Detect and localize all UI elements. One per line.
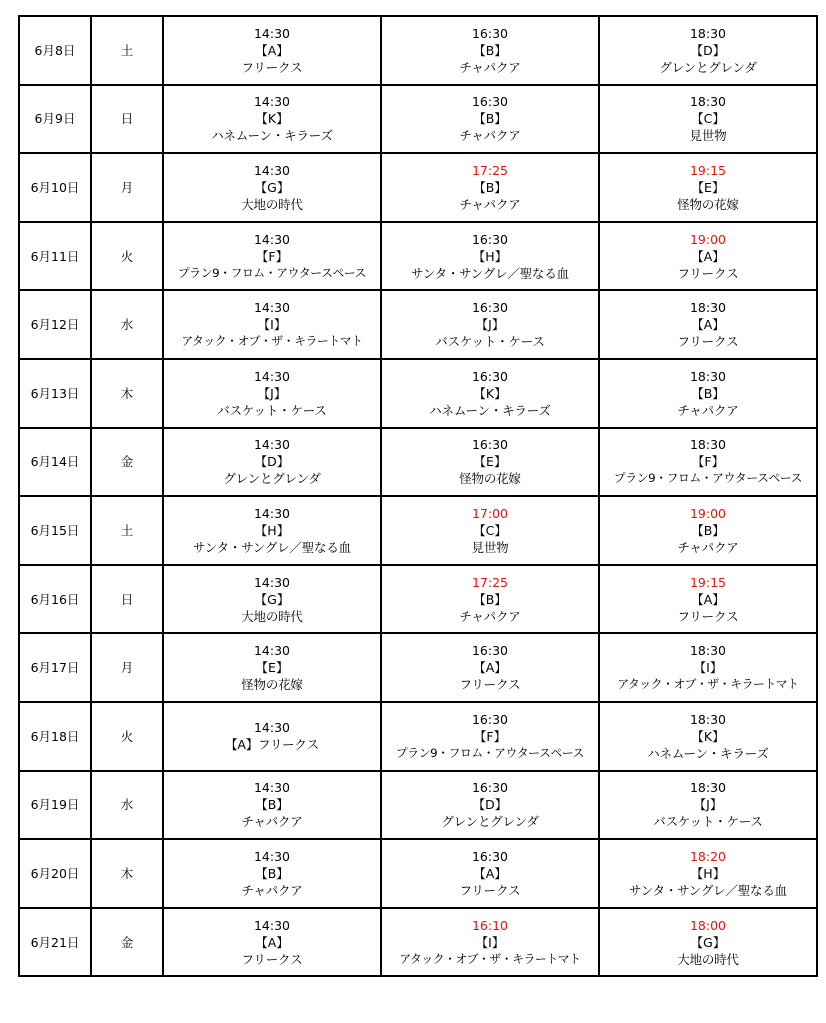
screening-cell (599, 290, 817, 359)
film-code: 【J】 (475, 317, 505, 333)
screening-cell (163, 428, 381, 497)
screening-time: 19:00 (689, 505, 727, 521)
date-cell: 6月19日 (19, 771, 91, 840)
film-code: 【A】 (691, 591, 725, 607)
film-code: 【H】 (690, 865, 726, 881)
film-code: 【I】 (693, 660, 723, 676)
film-code: 【J】 (257, 385, 287, 401)
screening-time: 14:30 (253, 231, 291, 247)
weekday-cell: 日 (91, 85, 163, 154)
film-title: グレンとグレンダ (223, 471, 321, 487)
date-cell: 6月15日 (19, 496, 91, 565)
screening-time: 16:30 (471, 711, 509, 727)
film-title: フリークス (241, 59, 303, 75)
film-title: チャパクア (459, 196, 521, 212)
screening-cell (381, 702, 599, 771)
date-cell: 6月20日 (19, 839, 91, 908)
weekday-cell: 火 (91, 702, 163, 771)
film-code: 【A】 (255, 42, 289, 58)
film-title: チャパクア (241, 882, 303, 898)
screening-time: 14:30 (253, 25, 291, 41)
film-title: 見世物 (689, 128, 727, 144)
screening-time: 16:30 (471, 368, 509, 384)
film-title: チャパクア (241, 814, 303, 830)
screening-time: 18:30 (689, 368, 727, 384)
screening-cell (381, 496, 599, 565)
film-title: サンタ・サングレ／聖なる血 (411, 265, 569, 281)
film-code: 【F】 (473, 728, 507, 744)
weekday-cell: 土 (91, 16, 163, 85)
film-title: バスケット・ケース (217, 402, 327, 418)
date-cell: 6月13日 (19, 359, 91, 428)
film-code: 【G】 (254, 591, 290, 607)
screening-time: 18:30 (689, 643, 727, 659)
film-title: フリークス (459, 677, 521, 693)
screening-time: 18:30 (689, 25, 727, 41)
screening-time: 18:30 (689, 437, 727, 453)
screening-cell (163, 633, 381, 702)
screening-time: 16:30 (471, 231, 509, 247)
schedule-row (19, 290, 817, 359)
film-title: チャパクア (459, 59, 521, 75)
screening-cell (381, 428, 599, 497)
screening-time: 18:30 (689, 300, 727, 316)
screening-cell (599, 565, 817, 634)
screening-cell (163, 908, 381, 977)
schedule-row (19, 702, 817, 771)
date-cell: 6月18日 (19, 702, 91, 771)
schedule-row (19, 496, 817, 565)
weekday-cell: 月 (91, 633, 163, 702)
screening-cell (599, 702, 817, 771)
film-code: 【A】 (473, 660, 507, 676)
screening-cell (381, 359, 599, 428)
screening-time: 14:30 (253, 780, 291, 796)
screening-time: 16:30 (471, 94, 509, 110)
film-code: 【I】 (257, 317, 287, 333)
weekday-cell: 月 (91, 153, 163, 222)
film-title: 見世物 (471, 539, 509, 555)
film-code: 【G】 (690, 934, 726, 950)
film-title: グレンとグレンダ (659, 59, 757, 75)
film-title: フリークス (241, 951, 303, 967)
screening-cell (599, 428, 817, 497)
film-title: ハネムーン・キラーズ (211, 128, 333, 144)
date-cell: 6月17日 (19, 633, 91, 702)
screening-time: 14:30 (253, 94, 291, 110)
film-code: 【B】 (473, 42, 507, 58)
screening-cell (599, 85, 817, 154)
schedule-row (19, 908, 817, 977)
film-code: 【D】 (472, 797, 508, 813)
schedule-row (19, 16, 817, 85)
film-code: 【E】 (255, 660, 289, 676)
weekday-cell: 木 (91, 839, 163, 908)
film-code: 【G】 (254, 179, 290, 195)
screening-cell (381, 85, 599, 154)
schedule-row (19, 565, 817, 634)
date-cell: 6月10日 (19, 153, 91, 222)
film-title: サンタ・サングレ／聖なる血 (629, 882, 787, 898)
screening-cell (599, 771, 817, 840)
screening-cell (163, 839, 381, 908)
screening-cell (163, 565, 381, 634)
screening-time: 14:30 (253, 917, 291, 933)
film-code: 【D】 (690, 42, 726, 58)
screening-cell (381, 839, 599, 908)
screening-time: 14:30 (253, 368, 291, 384)
screening-time: 17:25 (471, 162, 509, 178)
film-title: プラン9・フロム・アウタースペース (613, 471, 803, 486)
film-code: 【B】 (255, 797, 289, 813)
film-title: チャパクア (677, 402, 739, 418)
screening-cell (381, 771, 599, 840)
screening-cell (599, 496, 817, 565)
film-title: 怪物の花嫁 (459, 471, 521, 487)
film-code: 【D】 (254, 454, 290, 470)
screening-time: 14:30 (253, 505, 291, 521)
film-title: バスケット・ケース (435, 334, 545, 350)
film-title: フリークス (677, 608, 739, 624)
weekday-cell: 火 (91, 222, 163, 291)
screening-cell (599, 359, 817, 428)
schedule-row (19, 839, 817, 908)
screening-cell (163, 702, 381, 771)
film-title: 怪物の花嫁 (677, 196, 739, 212)
date-cell: 6月8日 (19, 16, 91, 85)
screening-time: 16:10 (471, 917, 509, 933)
screening-time: 18:00 (689, 917, 727, 933)
schedule-row (19, 428, 817, 497)
film-title: フリークス (459, 882, 521, 898)
screening-time: 18:30 (689, 94, 727, 110)
film-title: 大地の時代 (677, 951, 739, 967)
screening-cell (599, 16, 817, 85)
film-title: プラン9・フロム・アウタースペース (177, 265, 367, 280)
film-title: フリークス (677, 265, 739, 281)
film-title: グレンとグレンダ (441, 814, 539, 830)
film-code: 【B】 (691, 522, 725, 538)
schedule-row (19, 85, 817, 154)
film-code: 【E】 (473, 454, 507, 470)
schedule-row (19, 771, 817, 840)
weekday-cell: 土 (91, 496, 163, 565)
screening-cell (163, 153, 381, 222)
film-title: 【A】フリークス (225, 737, 319, 753)
screening-time: 18:30 (689, 711, 727, 727)
date-cell: 6月16日 (19, 565, 91, 634)
screening-time: 17:00 (471, 505, 509, 521)
screening-time: 16:30 (471, 643, 509, 659)
film-title: 大地の時代 (241, 196, 303, 212)
film-code: 【A】 (691, 248, 725, 264)
film-code: 【E】 (691, 179, 725, 195)
film-code: 【B】 (473, 111, 507, 127)
film-code: 【C】 (691, 111, 725, 127)
film-code: 【B】 (691, 385, 725, 401)
screening-time: 14:30 (253, 437, 291, 453)
screening-cell (381, 16, 599, 85)
film-title: 怪物の花嫁 (241, 677, 303, 693)
screening-time: 18:20 (689, 848, 727, 864)
weekday-cell: 水 (91, 771, 163, 840)
screening-schedule-table (18, 15, 818, 977)
schedule-row (19, 222, 817, 291)
screening-time: 14:30 (253, 300, 291, 316)
film-title: アタック・オブ・ザ・キラートマト (399, 951, 581, 966)
screening-time: 14:30 (253, 574, 291, 590)
screening-time: 16:30 (471, 780, 509, 796)
screening-cell (381, 222, 599, 291)
date-cell: 6月14日 (19, 428, 91, 497)
screening-time: 14:30 (253, 162, 291, 178)
screening-cell (163, 222, 381, 291)
film-title: ハネムーン・キラーズ (647, 745, 769, 761)
film-title: プラン9・フロム・アウタースペース (395, 745, 585, 760)
film-title: チャパクア (459, 608, 521, 624)
screening-cell (599, 222, 817, 291)
film-code: 【H】 (472, 248, 508, 264)
film-code: 【A】 (691, 317, 725, 333)
screening-cell (599, 153, 817, 222)
screening-cell (599, 839, 817, 908)
film-title: バスケット・ケース (653, 814, 763, 830)
screening-time: 14:30 (253, 643, 291, 659)
film-code: 【F】 (255, 248, 289, 264)
screening-time: 19:15 (689, 162, 727, 178)
screening-time: 17:25 (471, 574, 509, 590)
screening-cell (163, 16, 381, 85)
weekday-cell: 木 (91, 359, 163, 428)
screening-cell (599, 633, 817, 702)
screening-cell (381, 633, 599, 702)
screening-cell (163, 290, 381, 359)
screening-time: 18:30 (689, 780, 727, 796)
schedule-row (19, 153, 817, 222)
screening-time: 16:30 (471, 25, 509, 41)
film-code: 【K】 (473, 385, 507, 401)
screening-time: 14:30 (253, 848, 291, 864)
schedule-row (19, 359, 817, 428)
screening-cell (163, 359, 381, 428)
weekday-cell: 日 (91, 565, 163, 634)
weekday-cell: 水 (91, 290, 163, 359)
film-code: 【A】 (473, 865, 507, 881)
weekday-cell: 金 (91, 428, 163, 497)
film-title: ハネムーン・キラーズ (429, 402, 551, 418)
film-code: 【B】 (255, 865, 289, 881)
film-code: 【K】 (255, 111, 289, 127)
screening-cell (163, 496, 381, 565)
film-code: 【K】 (691, 728, 725, 744)
screening-cell (163, 85, 381, 154)
film-code: 【I】 (475, 934, 505, 950)
film-title: チャパクア (677, 539, 739, 555)
screening-cell (381, 908, 599, 977)
screening-time: 14:30 (253, 720, 291, 736)
film-code: 【B】 (473, 591, 507, 607)
screening-cell (381, 153, 599, 222)
film-code: 【B】 (473, 179, 507, 195)
schedule-row (19, 633, 817, 702)
film-title: 大地の時代 (241, 608, 303, 624)
date-cell: 6月11日 (19, 222, 91, 291)
film-title: アタック・オブ・ザ・キラートマト (181, 334, 363, 349)
screening-time: 16:30 (471, 437, 509, 453)
screening-cell (381, 290, 599, 359)
screening-cell (599, 908, 817, 977)
screening-time: 16:30 (471, 848, 509, 864)
date-cell: 6月21日 (19, 908, 91, 977)
weekday-cell: 金 (91, 908, 163, 977)
film-code: 【H】 (254, 522, 290, 538)
date-cell: 6月12日 (19, 290, 91, 359)
film-title: フリークス (677, 334, 739, 350)
screening-time: 19:15 (689, 574, 727, 590)
film-code: 【F】 (691, 454, 725, 470)
film-code: 【A】 (255, 934, 289, 950)
film-title: アタック・オブ・ザ・キラートマト (617, 677, 799, 692)
film-title: チャパクア (459, 128, 521, 144)
film-title: サンタ・サングレ／聖なる血 (193, 539, 351, 555)
screening-cell (381, 565, 599, 634)
screening-time: 16:30 (471, 300, 509, 316)
schedule-body (19, 16, 817, 976)
date-cell: 6月9日 (19, 85, 91, 154)
film-code: 【C】 (473, 522, 507, 538)
film-code: 【J】 (693, 797, 723, 813)
screening-time: 19:00 (689, 231, 727, 247)
screening-cell (163, 771, 381, 840)
